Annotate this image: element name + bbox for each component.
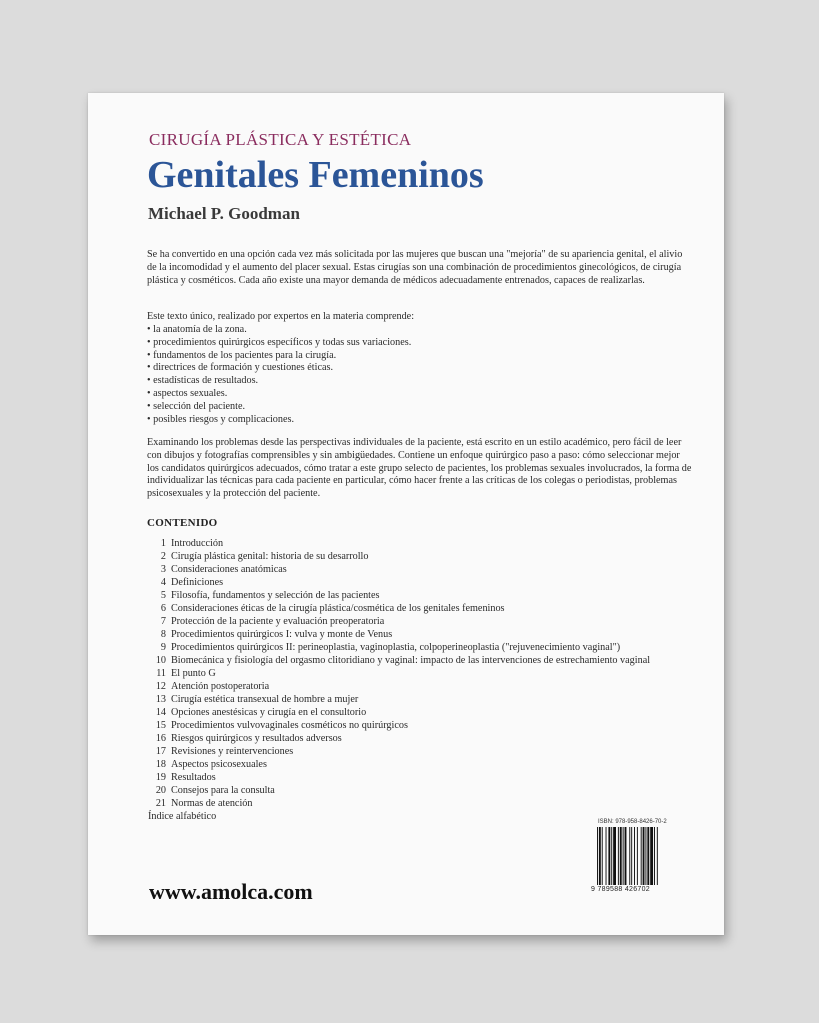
toc-title: Introducción [171,538,224,549]
topic-item: • fundamentos de los pacientes para la cirugía. [147,350,411,363]
toc-entry [148,615,650,628]
toc-title: Procedimientos vulvovaginales cosméticos no quirúrgicos [171,720,408,731]
toc-title: Riesgos quirúrgicos y resultados adversos [171,733,342,744]
toc-entry [148,797,650,810]
toc-title: Resultados [171,772,216,783]
topic-item: • selección del paciente. [147,401,411,414]
toc-entry [148,693,650,706]
toc-title: Cirugía plástica genital: historia de su desarrollo [171,551,369,562]
topic-item: • procedimientos quirúrgicos específicos y todas sus variaciones. [147,337,411,350]
toc-title: Revisiones y reintervenciones [171,746,294,757]
toc-number: 18 [155,759,166,770]
book-back-cover [88,93,724,935]
topics-list [147,324,411,426]
toc-title: Consideraciones éticas de la cirugía plástica/cosmética de los genitales femeninos [171,603,505,614]
toc-number: 7 [160,616,166,627]
publisher-website: www.amolca.com [149,879,313,904]
toc-title: Procedimientos quirúrgicos II: perineoplastia, vaginoplastia, colpoperineoplastia ("rejuvenecimiento vaginal") [171,642,621,653]
description-paragraph: Se ha convertido en una opción cada vez más solicitada por las mujeres que buscan una "mejoría" de su apariencia genital, el alivio de la incomodidad y el aumento del placer sexual. Estas cirugías son una combinación de procedimientos ginecológicos, de cirugía plástica y cosméticos. Cada año existe una mayor demanda de médicos adecuadamente entrenados, capaces de realizarlas. [147,249,683,286]
toc-entry [148,654,650,667]
toc-number: 21 [155,798,166,809]
toc-title: Aspectos psicosexuales [171,759,267,770]
toc-number: 15 [155,720,166,731]
toc-number: 14 [155,707,166,718]
toc-number: 20 [155,785,166,796]
toc-entry [148,680,650,693]
toc-title: Cirugía estética transexual de hombre a mujer [171,694,359,705]
toc-number: 17 [155,746,166,757]
toc-entry [148,628,650,641]
topic-item: • estadísticas de resultados. [147,375,411,388]
toc-entry [148,537,650,550]
toc-number: 1 [160,538,166,549]
toc-entry [148,732,650,745]
toc-entry [148,745,650,758]
toc-entry [148,784,650,797]
topic-item: • posibles riesgos y complicaciones. [147,414,411,427]
toc-entry [148,602,650,615]
toc-entry [148,719,650,732]
topic-item: • la anatomía de la zona. [147,324,411,337]
toc-number: 11 [156,668,166,679]
toc-entry [148,563,650,576]
toc-entry [148,589,650,602]
toc-title: El punto G [171,668,216,679]
toc-entry [148,576,650,589]
table-of-contents [148,537,650,823]
toc-title: Atención postoperatoria [171,681,270,692]
isbn-label: ISBN: 978-958-8426-70-2 [598,819,667,825]
toc-entry [148,771,650,784]
contents-heading: CONTENIDO [147,517,218,529]
toc-title: Normas de atención [171,798,253,809]
toc-number: 13 [155,694,166,705]
toc-title: Consideraciones anatómicas [171,564,287,575]
toc-entry [148,667,650,680]
toc-title: Protección de la paciente y evaluación preoperatoria [171,616,385,627]
toc-title: Procedimientos quirúrgicos I: vulva y monte de Venus [171,629,393,640]
toc-number: 12 [155,681,166,692]
toc-title: Filosofía, fundamentos y selección de las pacientes [171,590,380,601]
toc-title: Opciones anestésicas y cirugía en el consultorio [171,707,367,718]
toc-number: 9 [160,642,166,653]
toc-entry [148,758,650,771]
toc-title: Biomecánica y fisiología del orgasmo clitoridiano y vaginal: impacto de las intervenciones de estrechamiento vaginal [171,655,651,666]
toc-number: 4 [160,577,166,588]
toc-entry [148,641,650,654]
barcode-icon [597,827,683,885]
toc-number: 16 [155,733,166,744]
toc-number: 6 [160,603,166,614]
toc-number: 2 [160,551,166,562]
book-title: Genitales Femeninos [147,154,484,196]
toc-entry [148,706,650,719]
author-name: Michael P. Goodman [148,204,300,223]
toc-entry [148,550,650,563]
toc-number: 10 [155,655,166,666]
series-title: CIRUGÍA PLÁSTICA Y ESTÉTICA [149,130,412,149]
topic-item: • aspectos sexuales. [147,388,411,401]
barcode-digits: 9 789588 426702 [591,886,650,893]
list-intro: Este texto único, realizado por expertos en la materia comprende: [147,311,415,322]
toc-number: 3 [160,564,166,575]
toc-number: 19 [155,772,166,783]
toc-number: 8 [160,629,166,640]
toc-title: Definiciones [171,577,224,588]
toc-number: 5 [160,590,166,601]
toc-title: Consejos para la consulta [171,785,275,796]
index-label: Índice alfabético [148,811,217,822]
summary-paragraph: Examinando los problemas desde las perspectivas individuales de la paciente, está escrito en un estilo académico, pero fácil de leer con dibujos y fotografías comprensibles y sin ambigüedades. Contiene un enfoque quirúrgico paso a paso: cómo seleccionar mejor los candidatos quirúrgicos adecuados, cómo tratar a este grupo selecto de pacientes, los problemas sexuales involucrados, la forma de individualizar las técnicas para cada paciente en particular, cómo hacer frente a las críticas de los colegas o periodistas, problemas psicosexuales y la protección del paciente. [147,437,692,500]
topic-item: • directrices de formación y cuestiones éticas. [147,362,411,375]
